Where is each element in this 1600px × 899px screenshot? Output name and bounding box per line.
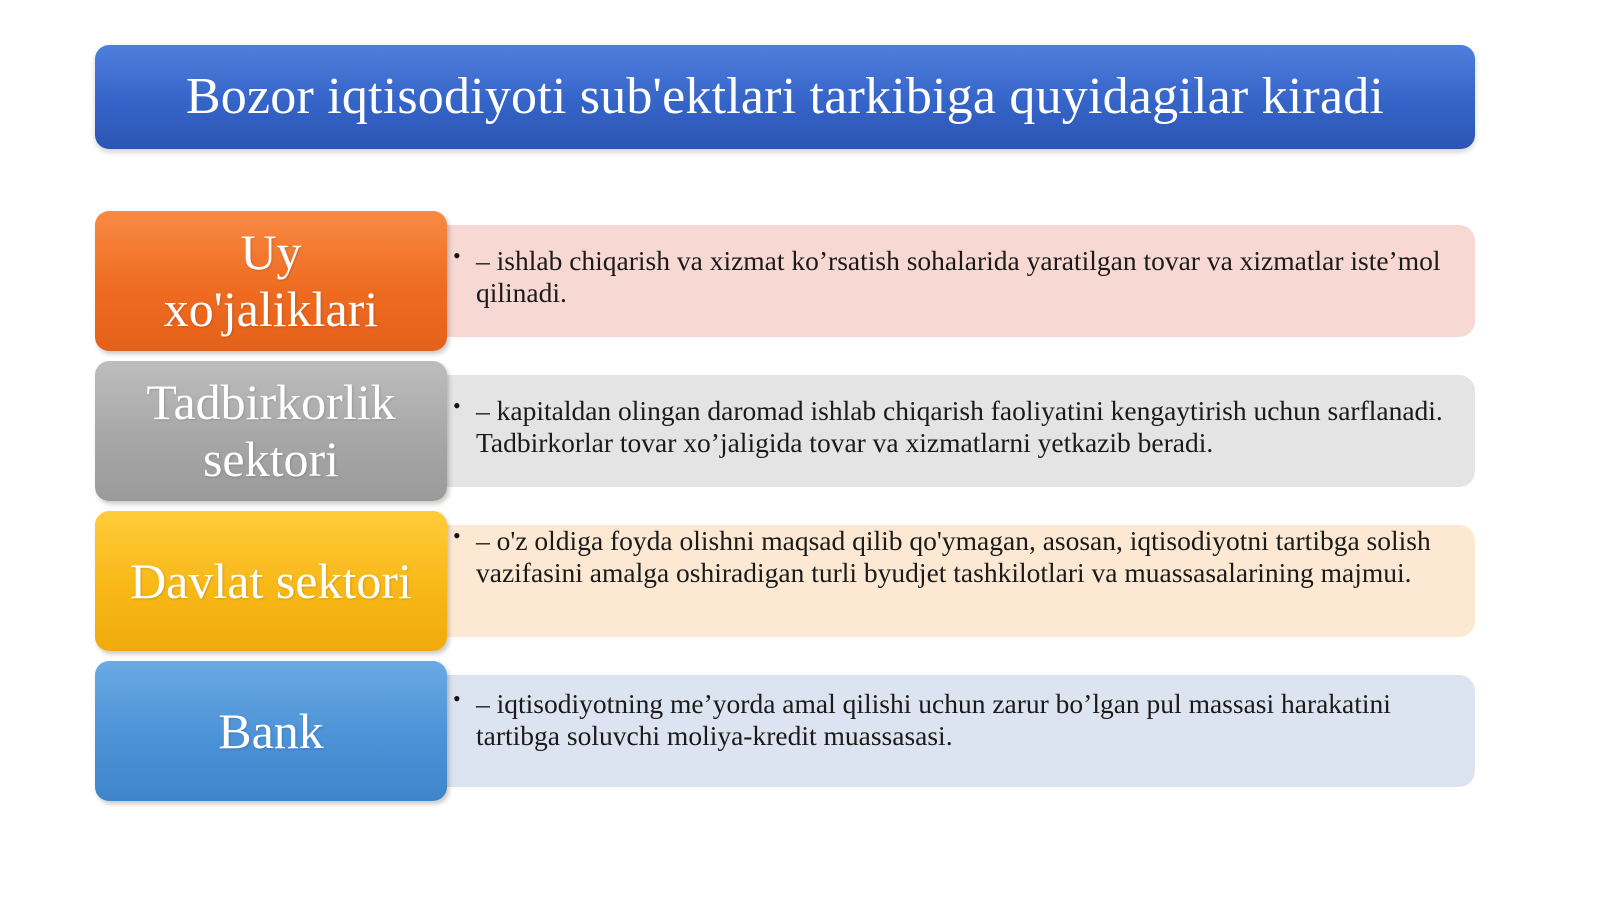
bullet-icon: • <box>453 523 461 548</box>
subject-label: Tadbirkorlik sektori <box>146 374 396 487</box>
subject-row-bank <box>95 661 1475 801</box>
subject-row-business-sector <box>95 361 1475 501</box>
subject-label-box <box>95 361 447 501</box>
title-banner <box>95 45 1475 149</box>
subject-description: – ishlab chiqarish va xizmat ko’rsatish sohalarida yaratilgan tovar va xizmatlar iste’mol qilinadi. <box>476 245 1441 308</box>
subject-description: – iqtisodiyotning me’yorda amal qilishi uchun zarur bo’lgan pul massasi harakatini tartibga soluvchi moliya-kredit muassasasi. <box>476 688 1391 751</box>
subject-label: Davlat sektori <box>130 552 412 609</box>
slide-title: Bozor iqtisodiyoti sub'ektlari tarkibiga quyidagilar kiradi <box>185 68 1385 125</box>
bullet-icon: • <box>453 686 461 711</box>
subject-row-households <box>95 211 1475 351</box>
subject-row-state-sector <box>95 511 1475 651</box>
subject-label: Uy xo'jaliklari <box>163 224 379 337</box>
bullet-icon: • <box>453 393 461 418</box>
bullet-icon: • <box>453 243 461 268</box>
subject-description: – kapitaldan olingan daromad ishlab chiqarish faoliyatini kengaytirish uchun sarflanadi. Tadbirkorlar tovar xo’jaligida tovar va xizmatlarni yetkazib beradi. <box>476 395 1443 458</box>
subject-label-box <box>95 661 447 801</box>
subject-label: Bank <box>218 702 324 759</box>
subject-label-box <box>95 511 447 651</box>
subject-label-box <box>95 211 447 351</box>
subject-description: – o'z oldiga foyda olishni maqsad qilib qo'ymagan, asosan, iqtisodiyotni tartibga solish vazifasini amalga oshiradigan turli byudjet tashkilotlari va muassasalarining majmui. <box>476 525 1431 588</box>
